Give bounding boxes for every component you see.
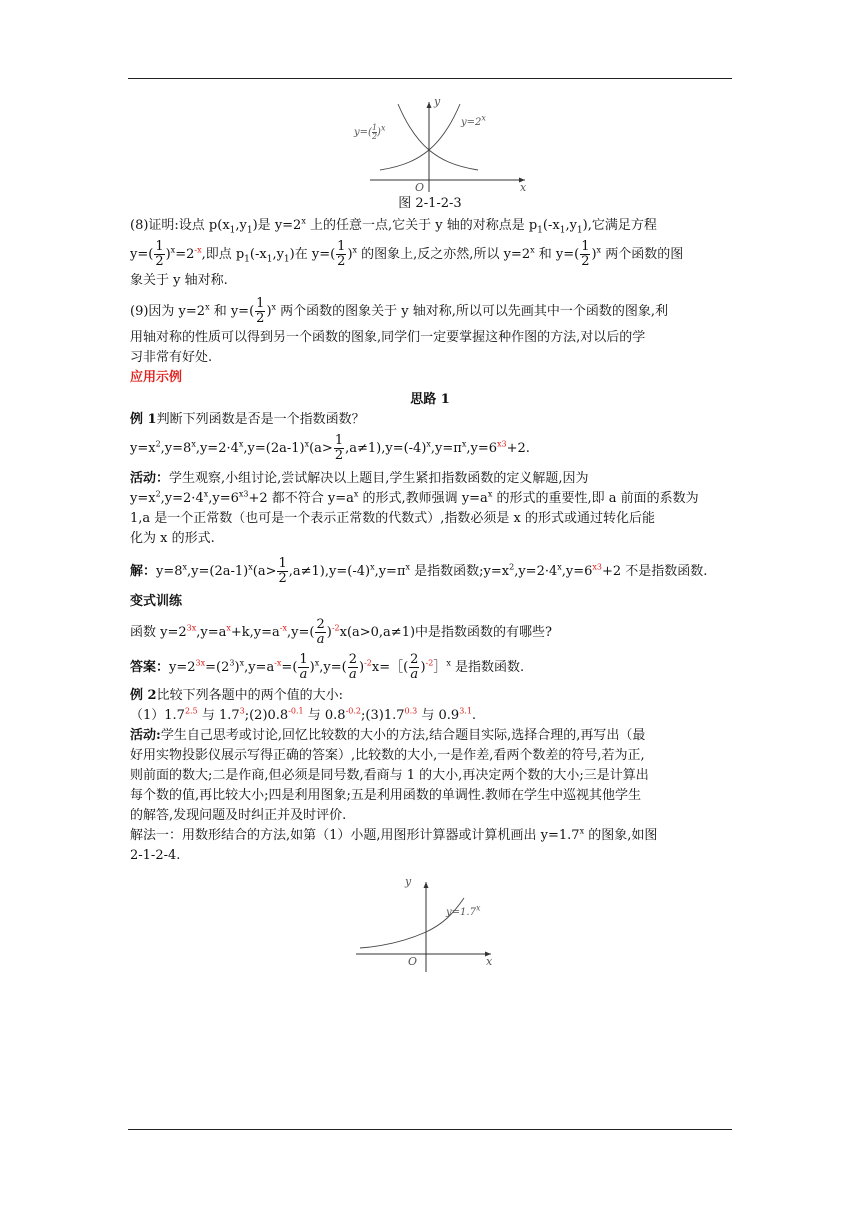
label-y-2-pow-x: $y=2^x$: [461, 113, 486, 128]
fraction-one-half: $\frac{1}{2}$: [581, 239, 590, 269]
x-axis-label: x: [520, 181, 527, 194]
activity-1: 活动：学生观察,小组讨论,尝试解决以上题目,学生紧扣指数函数的定义解题,因为: [130, 471, 589, 486]
example-2-question: 例 2比较下列各题中的两个值的大小:: [130, 688, 343, 703]
curve-label: $y=1.7^x$: [446, 903, 481, 918]
paragraph-9-line2: 用轴对称的性质可以得到另一个函数的图象,同学们一定要掌握这种作图的方法,对以后的学: [130, 330, 646, 345]
origin-label: O: [408, 955, 418, 968]
fraction-two-over-a: $\frac{2}{a}$: [410, 652, 419, 682]
example-1-functions: $y=x^2,y=8^x,y=2\cdot 4^x,y=(2a-1)^x(a>$ $\frac{1}{2}$ $,a\ne 1),y=(-4)^x,y=\pi^x,y=6^{x3}+2$.: [130, 433, 530, 463]
proof-8-line3: 象关于 y 轴对称.: [130, 273, 228, 288]
example-1-question: 例 1判断下列函数是否是一个指数函数？: [130, 412, 365, 427]
idea-heading: 思路 1: [410, 392, 450, 407]
label-y-half-pow-x: y=( $\frac{1}{2}$ )$^x$: [354, 123, 386, 141]
activity-2-line2: 好用实物投影仪展示写得正确的答案）,比较数的大小,一是作差,看两个数差的符号,若为正,: [130, 748, 645, 763]
fraction-one-half: $\frac{1}{2}$: [256, 296, 265, 326]
proof-8-line2: y=( $\frac{1}{2}$ )$^x=2^{-x}$,即点 $p_1(-x_1,y_1)$在 y=( $\frac{1}{2}$ )$^x$ 的图象上,反之亦然,所以 $y=2^x$ 和 y=( $\frac{1}{2}$ )$^x$ 两个函数的图: [130, 239, 684, 269]
activity-1-line3: 1,a 是一个正常数（也可是一个表示正常数的代数式）,指数必须是 x 的形式或通过转化后能: [130, 511, 656, 526]
origin-label: O: [415, 181, 425, 194]
document-body: [130, 90, 730, 976]
activity-1-line4: 化为 x 的形式.: [130, 531, 215, 546]
variant-answer: 答案：$y=2^{3x}=(2^3)^x,y=a^{-x}=$( $\frac{1}{a}$ )$^x$,y=( $\frac{2}{a}$ )$^{-2}$x=［( $\frac{2}{a}$ )$^{-2}$］$^x$ 是指数函数.: [130, 652, 525, 682]
curve-half-pow-x: [398, 104, 478, 170]
fraction-two-over-a: $\frac{2}{a}$: [348, 652, 357, 682]
paragraph-9-line3: 习非常有好处.: [130, 350, 213, 365]
activity-2-line4: 每个数的值,再比较大小;四是利用图象;五是利用函数的单调性.教师在学生中巡视其他学生: [130, 788, 642, 803]
method-1-line2: 2-1-2-4.: [130, 848, 181, 863]
fraction-one-half: $\frac{1}{2}$: [278, 556, 287, 586]
solution-1: 解：$y=8^x,y=(2a-1)^x(a>$ $\frac{1}{2}$ $,a\ne 1),y=(-4)^x,y=\pi^x$ 是指数函数$;y=x^2,y=2\cdot 4^x,y=6^{x3}+2$ 不是指数函数.: [130, 556, 708, 586]
example-2-items: $(1)1.7^{2.5}$ 与 $1.7^3;(2)0.8^{-0.1}$ 与 $0.8^{-0.2};(3)1.7^{0.3}$ 与 $0.9^{3.1}$.: [130, 706, 477, 723]
figure-exponential-symmetry: [354, 95, 530, 196]
variant-heading: 变式训练: [130, 594, 183, 609]
header-rule: [128, 78, 732, 79]
activity-2: 活动:学生自己思考或讨论,回忆比较数的大小的方法,结合题目实际,选择合理的,再写出（最: [130, 728, 646, 743]
y-axis-arrow: [424, 882, 429, 888]
y-axis-label: y: [434, 95, 441, 108]
fraction-one-over-a: $\frac{1}{a}$: [299, 652, 308, 682]
section-heading: 应用示例: [130, 370, 183, 385]
fraction-one-half: $\frac{1}{2}$: [337, 239, 346, 269]
figure-1-7-pow-x-graph: [348, 876, 498, 976]
paragraph-9: (9)因为 $y=2^x$ 和 y=( $\frac{1}{2}$ )$^x$ 两个函数的图象关于 y 轴对称,所以可以先画其中一个函数的图象,利: [130, 296, 669, 326]
y-axis-arrow: [427, 102, 432, 108]
figure-1-7-pow-x: [348, 876, 498, 976]
method-1: 解法一：用数形结合的方法,如第（1）小题,用图形计算器或计算机画出 $y=1.7^x$ 的图象,如图: [130, 826, 658, 843]
fraction-two-over-a: $\frac{2}{a}$: [316, 617, 325, 647]
curve-1-7-pow-x: [360, 898, 464, 948]
x-axis-label: x: [486, 955, 493, 968]
fraction-one-half: $\frac{1}{2}$: [155, 239, 164, 269]
footer-rule: [128, 1129, 732, 1130]
proof-8: (8)证明:设点 $p(x_1,y_1)$是 $y=2^x$ 上的任意一点,它关于 y 轴的对称点是 $p_1(-x_1,y_1)$,它满足方程: [130, 216, 657, 236]
y-axis-label: y: [405, 875, 412, 888]
curve-2-pow-x: [380, 104, 460, 170]
figure-exponential-symmetry-graph: [360, 96, 530, 196]
activity-1-line2: $y=x^2,y=2\cdot 4^x,y=6^{x3}+2$ 都不符合 $y=a^x$ 的形式,教师强调 $y=a^x$ 的形式的重要性,即 a 前面的系数为: [130, 489, 699, 506]
activity-2-line5: 的解答,发现问题及时纠正并及时评价.: [130, 808, 347, 823]
figure-caption: 图 2-1-2-3: [398, 196, 462, 211]
activity-2-line3: 则前面的数大;二是作商,但必须是同号数,看商与 1 的大小,再决定两个数的大小;三是计算出: [130, 768, 649, 783]
fraction-one-half: $\frac{1}{2}$: [334, 433, 344, 463]
variant-question: 函数 $y=2^{3x},y=a^x+k,y=a^{-x},y=$( $\frac{2}{a}$ )$^{-2}$x(a>0,a≠1)中是指数函数的有哪些?: [130, 617, 553, 647]
